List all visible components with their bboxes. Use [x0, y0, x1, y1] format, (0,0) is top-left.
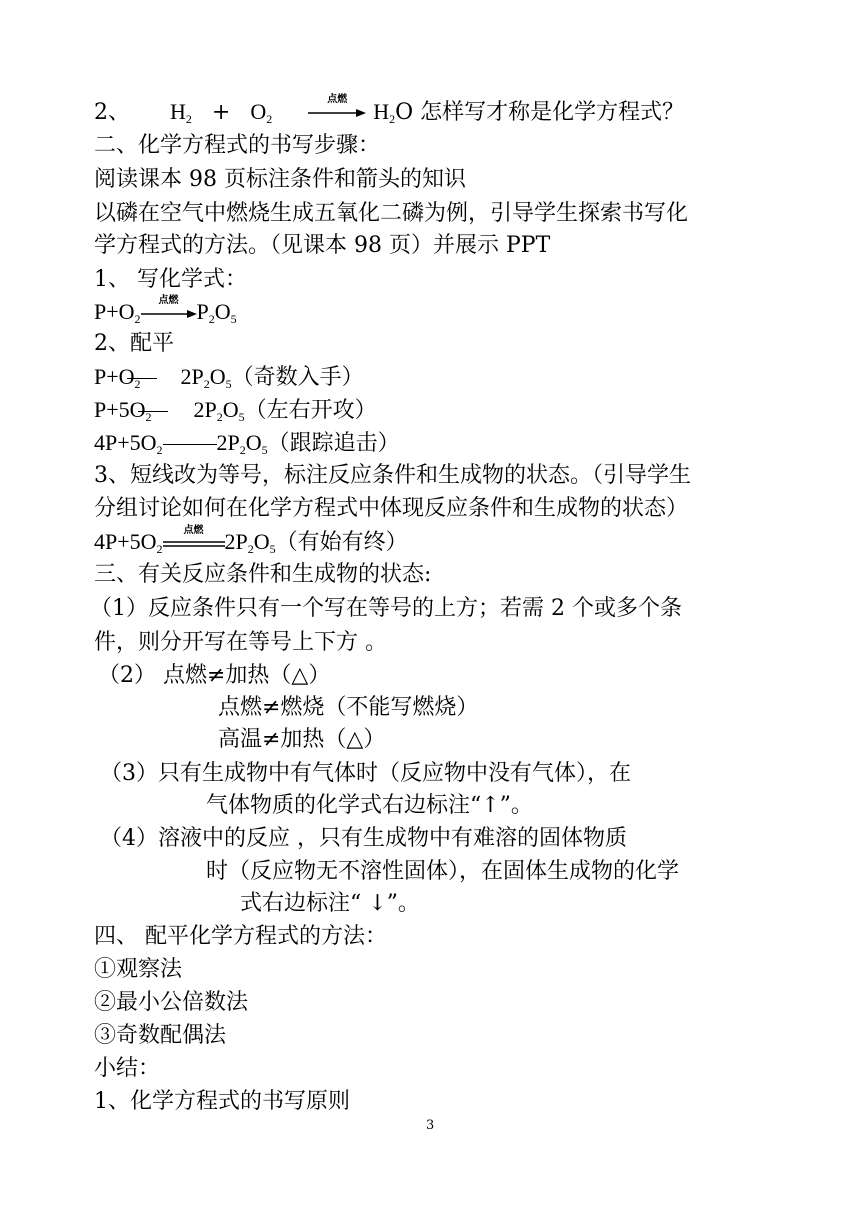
equation-step: $P+O_2$ $2P_2O_5$（奇数入手） — [94, 364, 364, 391]
equation-balanced: $4P+5O_2$ 点燃 $2P_2O_5$（有始有终） — [94, 524, 408, 556]
short-dash — [127, 378, 157, 379]
paragraph: （1）反应条件只有一个写在等号的上方；若需 2 个或多个条 — [90, 596, 682, 621]
list-item: ②最小公倍数法 — [94, 990, 249, 1015]
arrow-icon — [141, 309, 197, 319]
section-heading-4: 四、 配平化学方程式的方法： — [94, 924, 387, 949]
step-heading: 2、配平 — [94, 331, 174, 356]
formula-h2: $H_2$ — [170, 99, 192, 126]
paragraph: 学方程式的方法。（见课本 98 页）并展示 PPT — [94, 233, 551, 258]
paragraph: 以磷在空气中燃烧生成五氧化二磷为例，引导学生探索书写化 — [94, 201, 689, 226]
equation-unbalanced: $P+O_2$ 点燃 $P_2O_5$ — [94, 294, 237, 326]
double-line-icon — [163, 539, 225, 549]
short-dash — [163, 444, 217, 445]
plus-sign: + — [211, 100, 231, 125]
paragraph: 式右边标注“ ↓”。 — [240, 891, 420, 916]
arrow-icon — [308, 108, 366, 118]
paragraph: 分组讨论如何在化学方程式中体现反应条件和生成物的状态） — [94, 496, 689, 521]
paragraph: （4）溶液中的反应 ，只有生成物中有难溶的固体物质 — [100, 826, 627, 851]
paragraph: 高温≠加热（△） — [218, 727, 386, 752]
paragraph: （3）只有生成物中有气体时（反应物中没有气体），在 — [100, 761, 631, 786]
list-item: ①观察法 — [94, 957, 183, 982]
reaction-arrow — [308, 94, 366, 118]
paragraph: 件，则分开写在等号上下方 。 — [94, 630, 387, 655]
question-text: O 怎样写才称是化学方程式？ — [395, 100, 685, 125]
summary-heading: 小结： — [94, 1056, 161, 1081]
equation-step: $4P+5O_2$ $2P_2O_5$（跟踪追击） — [94, 430, 400, 457]
paragraph: 阅读课本 98 页标注条件和箭头的知识 — [94, 167, 466, 192]
condition-label: 点燃 — [327, 94, 348, 105]
item-number: 2、 — [94, 100, 130, 125]
paragraph: 3、短线改为等号，标注反应条件和生成物的状态。（引导学生 — [94, 463, 691, 488]
page-number: 3 — [426, 1118, 435, 1133]
short-dash — [138, 411, 168, 412]
list-item: ③奇数配偶法 — [94, 1023, 227, 1048]
paragraph: 气体物质的化学式右边标注“↑”。 — [206, 793, 533, 818]
equals-sign-with-condition: 点燃 — [163, 539, 225, 549]
step-heading: 1、 写化学式： — [94, 267, 247, 292]
formula-h2o: $H_2$ — [373, 99, 396, 126]
paragraph: 点燃≠燃烧（不能写燃烧） — [218, 695, 479, 720]
paragraph: 1、化学方程式的书写原则 — [94, 1089, 350, 1114]
paragraph: 时（反应物无不溶性固体），在固体生成物的化学 — [206, 859, 680, 884]
section-heading-2: 二、化学方程式的书写步骤： — [94, 133, 381, 158]
line-question — [94, 94, 685, 134]
formula-o2: $O_2$ — [250, 99, 273, 126]
paragraph: （2） 点燃≠加热（△） — [98, 663, 331, 688]
reaction-arrow: 点燃 — [141, 309, 197, 319]
section-heading-3: 三、有关反应条件和生成物的状态: — [94, 562, 432, 587]
equation-step: $P+5O_2$ $2P_2O_5$（左右开攻） — [94, 397, 377, 424]
